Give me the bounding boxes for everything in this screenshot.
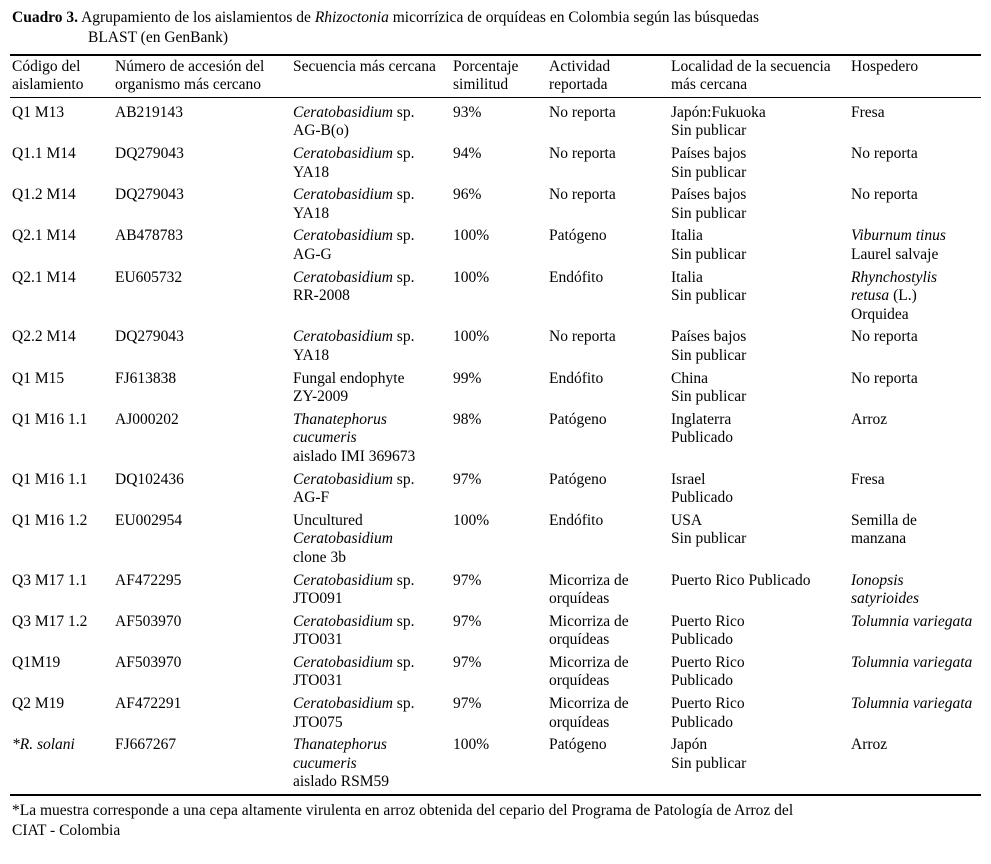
cell-secuencia <box>291 267 451 327</box>
localidad-main: Inglaterra <box>671 410 732 428</box>
cell-localidad <box>669 734 849 795</box>
actividad-main: Micorriza de <box>549 653 629 671</box>
hospedero-main: Fresa <box>851 103 885 121</box>
cell-secuencia <box>291 734 451 795</box>
cell-porcentaje: 100% <box>453 227 490 245</box>
actividad-main: Micorriza de <box>549 695 629 713</box>
footnote-line2: CIAT - Colombia <box>12 821 121 839</box>
cell-localidad <box>669 97 849 143</box>
cell-accesion: EU605732 <box>115 268 183 286</box>
caption-text-b: micorrízica de orquídeas en Colombia según las búsquedas <box>388 9 760 26</box>
cell-porcentaje: 100% <box>453 328 490 346</box>
cell-accesion: FJ613838 <box>115 369 177 387</box>
cell-secuencia <box>291 510 451 570</box>
footnote-line1: *La muestra corresponde a una cepa altamente virulenta en arroz obtenida del cepario del Programa de Patología de Arroz del <box>12 802 794 820</box>
cell-porcentaje: 99% <box>453 369 482 387</box>
table-row <box>10 326 981 367</box>
secuencia-rest: sp. <box>392 145 415 163</box>
secuencia-sub: YA18 <box>293 163 330 181</box>
secuencia-rest: sp. <box>392 612 415 630</box>
localidad-main: Puerto Rico <box>671 695 745 713</box>
hospedero-species: Tolumnia variegata <box>851 695 973 713</box>
secuencia-genus: Ceratobasidium <box>293 186 393 204</box>
hospedero-species: Ionopsis satyrioides <box>851 571 920 608</box>
secuencia-sub: AG-F <box>293 489 330 507</box>
cell-actividad <box>547 570 669 611</box>
table-row <box>10 570 981 611</box>
hospedero-sub: manzana <box>851 530 907 548</box>
cell-hospedero <box>849 734 981 795</box>
cell-porcentaje: 97% <box>453 695 482 713</box>
cell-codigo: Q1 M16 1.2 <box>12 511 88 529</box>
hospedero-species: Rhynchostylis retusa <box>851 268 938 305</box>
table-caption <box>10 8 981 48</box>
table-row <box>10 184 981 225</box>
hospedero-main: Arroz <box>851 736 888 754</box>
cell-porcentaje: 93% <box>453 103 482 121</box>
cell-secuencia <box>291 409 451 469</box>
secuencia-sub: ZY-2009 <box>293 388 349 406</box>
cell-secuencia <box>291 469 451 510</box>
cell-codigo: Q2 M19 <box>12 695 65 713</box>
col-header-hospedero: Hospedero <box>849 55 981 98</box>
table-row <box>10 611 981 652</box>
table-row <box>10 469 981 510</box>
localidad-main: Puerto Rico Publicado <box>671 571 811 589</box>
actividad-sub: orquídeas <box>549 590 610 608</box>
secuencia-rest: sp. <box>392 186 415 204</box>
localidad-main: Japón:Fukuoka <box>671 103 766 121</box>
secuencia-rest: sp. <box>392 328 415 346</box>
cell-porcentaje: 97% <box>453 612 482 630</box>
localidad-sub: Sin publicar <box>671 754 747 772</box>
cell-actividad: Endófito <box>549 369 604 387</box>
secuencia-genus: Ceratobasidium <box>293 103 393 121</box>
cell-localidad <box>669 570 849 611</box>
cell-codigo: Q1.2 M14 <box>12 186 76 204</box>
cell-codigo: Q1 M16 1.1 <box>12 410 88 428</box>
localidad-sub: Sin publicar <box>671 388 747 406</box>
cell-accesion: DQ279043 <box>115 186 184 204</box>
secuencia-sub: JTO075 <box>293 713 343 731</box>
secuencia-rest: sp. <box>392 103 415 121</box>
secuencia-sub: AG-G <box>293 246 332 263</box>
hospedero-sub: Orquidea <box>851 305 909 323</box>
localidad-sub: Publicado <box>671 672 733 690</box>
cell-accesion: AB219143 <box>115 103 184 121</box>
cell-secuencia <box>291 97 451 143</box>
cell-secuencia <box>291 326 451 367</box>
col-header-actividad: Actividad reportada <box>547 55 669 98</box>
cell-actividad: Patógeno <box>549 470 607 488</box>
cell-codigo: Q3 M17 1.2 <box>12 612 88 630</box>
cell-localidad <box>669 469 849 510</box>
hospedero-species: Tolumnia variegata <box>851 653 973 671</box>
secuencia-sub: clone 3b <box>293 548 346 566</box>
header-row <box>10 55 981 98</box>
cell-actividad: Endófito <box>549 268 604 286</box>
cell-codigo: Q1.1 M14 <box>12 145 76 163</box>
hospedero-species: Tolumnia variegata <box>851 612 973 630</box>
actividad-main: Micorriza de <box>549 612 629 630</box>
cell-hospedero <box>849 409 981 469</box>
cell-porcentaje: 97% <box>453 571 482 589</box>
cell-porcentaje: 100% <box>451 734 547 795</box>
secuencia-genus: Ceratobasidium <box>293 268 393 286</box>
cell-secuencia <box>291 225 451 266</box>
cell-actividad: Patógeno <box>547 734 669 795</box>
secuencia-genus: Ceratobasidium <box>293 470 393 488</box>
secuencia-sub: RR-2008 <box>293 287 350 305</box>
secuencia-rest: sp. <box>392 268 415 286</box>
secuencia-rest: sp. <box>392 470 415 488</box>
caption-text-a: Agrupamiento de los aislamientos de <box>78 9 315 26</box>
hospedero-main: Semilla de <box>851 511 917 529</box>
cell-localidad <box>669 184 849 225</box>
localidad-sub: Publicado <box>671 713 733 731</box>
localidad-sub: Sin publicar <box>671 287 747 305</box>
hospedero-main: No reporta <box>851 369 918 387</box>
cell-accesion: DQ279043 <box>115 145 184 163</box>
hospedero-main: No reporta <box>851 145 918 163</box>
localidad-sub: Publicado <box>671 429 733 447</box>
secuencia-rest: Fungal endophyte <box>293 369 405 387</box>
cell-codigo: Q1 M15 <box>12 369 65 387</box>
cell-hospedero <box>849 225 981 266</box>
cell-accesion: AF472295 <box>115 571 182 589</box>
results-table <box>10 54 981 796</box>
cell-porcentaje: 97% <box>453 653 482 671</box>
table-head <box>10 55 981 98</box>
cell-codigo: Q2.1 M14 <box>12 268 76 286</box>
cell-actividad: No reporta <box>549 145 616 163</box>
localidad-sub: Sin publicar <box>671 346 747 364</box>
cell-hospedero <box>849 570 981 611</box>
hospedero-main: Fresa <box>851 470 885 488</box>
cell-codigo: Q1M19 <box>12 653 61 671</box>
caption-label: Cuadro 3. <box>12 9 79 26</box>
cell-hospedero <box>849 469 981 510</box>
caption-line2: BLAST (en GenBank) <box>88 28 229 46</box>
actividad-sub: orquídeas <box>549 631 610 649</box>
localidad-sub: Sin publicar <box>671 122 747 140</box>
secuencia-sub: JTO031 <box>293 672 343 690</box>
cell-codigo <box>10 734 113 795</box>
secuencia-sub: YA18 <box>293 204 330 222</box>
cell-actividad: Endófito <box>549 511 604 529</box>
cell-porcentaje: 97% <box>453 470 482 488</box>
cell-secuencia <box>291 570 451 611</box>
cell-localidad <box>669 143 849 184</box>
secuencia-genus: Ceratobasidium <box>293 571 393 589</box>
secuencia-rest: sp. <box>392 695 415 713</box>
cell-hospedero <box>849 184 981 225</box>
cell-hospedero <box>849 267 981 327</box>
hospedero-sub: Laurel salvaje <box>851 246 939 263</box>
secuencia-rest: sp. <box>392 653 415 671</box>
secuencia-genus: Ceratobasidium <box>293 695 393 713</box>
localidad-main: USA <box>671 511 703 529</box>
secuencia-sub: aislado RSM59 <box>293 773 390 791</box>
cell-hospedero <box>849 652 981 693</box>
localidad-main: Países bajos <box>671 186 747 204</box>
actividad-main: Micorriza de <box>549 571 629 589</box>
secuencia-genus: Ceratobasidium <box>293 227 393 245</box>
cell-localidad <box>669 611 849 652</box>
table-row <box>10 267 981 327</box>
localidad-sub: Sin publicar <box>671 246 747 263</box>
cell-hospedero <box>849 326 981 367</box>
caption-italic-genus: Rhizoctonia <box>314 9 389 26</box>
cell-actividad: No reporta <box>549 328 616 346</box>
cell-localidad <box>669 225 849 266</box>
table-row <box>10 368 981 409</box>
cell-secuencia <box>291 611 451 652</box>
col-header-codigo: Código del aislamiento <box>10 55 113 98</box>
localidad-main: Italia <box>671 227 703 245</box>
localidad-sub: Publicado <box>671 489 733 507</box>
secuencia-sub: JTO091 <box>293 590 343 608</box>
hospedero-main: No reporta <box>851 328 918 346</box>
cell-secuencia <box>291 184 451 225</box>
col-header-localidad: Localidad de la secuencia más cercana <box>669 55 849 98</box>
cell-localidad <box>669 409 849 469</box>
table-row <box>10 225 981 266</box>
cell-codigo: Q3 M17 1.1 <box>12 571 88 589</box>
cell-hospedero <box>849 510 981 570</box>
localidad-sub: Sin publicar <box>671 204 747 222</box>
hospedero-main: No reporta <box>851 186 918 204</box>
cell-codigo: Q1 M16 1.1 <box>12 470 88 488</box>
cell-hospedero <box>849 693 981 734</box>
localidad-main: Italia <box>671 268 703 286</box>
cell-porcentaje: 100% <box>453 268 490 286</box>
secuencia-genus: Thanatephorus cucumeris <box>293 410 387 447</box>
cell-accesion: AJ000202 <box>115 410 179 428</box>
table-row <box>10 652 981 693</box>
cell-porcentaje: 96% <box>453 186 482 204</box>
hospedero-rest: (L.) <box>889 287 917 305</box>
localidad-sub: Publicado <box>671 631 733 649</box>
localidad-main: Israel <box>671 470 706 488</box>
secuencia-sub: JTO031 <box>293 631 343 649</box>
col-header-porcentaje: Porcentaje similitud <box>451 55 547 98</box>
secuencia-sub: YA18 <box>293 346 330 364</box>
cell-actividad: Patógeno <box>549 410 607 428</box>
cell-hospedero <box>849 611 981 652</box>
table-row <box>10 693 981 734</box>
secuencia-pre: Uncultured <box>293 511 363 529</box>
cell-localidad <box>669 693 849 734</box>
cell-actividad <box>547 611 669 652</box>
cell-codigo: Q2.1 M14 <box>12 227 76 245</box>
col-header-secuencia: Secuencia más cercana <box>291 55 451 98</box>
cell-accesion: EU002954 <box>115 511 183 529</box>
localidad-sub: Sin publicar <box>671 163 747 181</box>
cell-secuencia <box>291 693 451 734</box>
table-body <box>10 97 981 795</box>
cell-porcentaje: 94% <box>453 145 482 163</box>
cell-accesion: DQ279043 <box>115 328 184 346</box>
cell-localidad <box>669 510 849 570</box>
cell-actividad: No reporta <box>549 186 616 204</box>
cell-secuencia <box>291 143 451 184</box>
actividad-sub: orquídeas <box>549 713 610 731</box>
cell-localidad <box>669 326 849 367</box>
cell-accesion: FJ667267 <box>113 734 291 795</box>
secuencia-genus: Ceratobasidium <box>293 328 393 346</box>
secuencia-sub: aislado IMI 369673 <box>293 447 416 465</box>
cell-actividad: Patógeno <box>549 227 607 245</box>
cell-actividad <box>547 693 669 734</box>
cell-localidad <box>669 368 849 409</box>
localidad-main: Puerto Rico <box>671 612 745 630</box>
localidad-sub: Sin publicar <box>671 530 747 548</box>
table-row <box>10 409 981 469</box>
secuencia-genus: Ceratobasidium <box>293 530 393 548</box>
actividad-sub: orquídeas <box>549 672 610 690</box>
cell-secuencia <box>291 652 451 693</box>
codigo-species: *R. solani <box>12 736 75 754</box>
secuencia-genus: Ceratobasidium <box>293 145 393 163</box>
cell-hospedero <box>849 143 981 184</box>
cell-accesion: AB478783 <box>115 227 184 245</box>
table-footnote <box>10 801 981 840</box>
cell-localidad <box>669 267 849 327</box>
secuencia-genus: Ceratobasidium <box>293 653 393 671</box>
localidad-main: Puerto Rico <box>671 653 745 671</box>
table-row <box>10 143 981 184</box>
secuencia-genus: Ceratobasidium <box>293 612 393 630</box>
secuencia-rest: sp. <box>392 571 415 589</box>
cell-actividad: No reporta <box>549 103 616 121</box>
localidad-main: Países bajos <box>671 145 747 163</box>
localidad-main: China <box>671 369 709 387</box>
cell-hospedero <box>849 97 981 143</box>
cell-accesion: AF472291 <box>115 695 182 713</box>
cell-accesion: DQ102436 <box>115 470 184 488</box>
cell-actividad <box>547 652 669 693</box>
table-row <box>10 734 981 795</box>
table-row <box>10 510 981 570</box>
col-header-accesion: Número de accesión del organismo más cercano <box>113 55 291 98</box>
secuencia-rest: sp. <box>392 227 415 245</box>
cell-accesion: AF503970 <box>115 653 182 671</box>
cell-localidad <box>669 652 849 693</box>
table-row <box>10 97 981 143</box>
localidad-main: Países bajos <box>671 328 747 346</box>
secuencia-sub: AG-B(o) <box>293 122 349 140</box>
cell-hospedero <box>849 368 981 409</box>
cell-porcentaje: 98% <box>453 410 482 428</box>
cell-codigo: Q1 M13 <box>12 103 65 121</box>
secuencia-genus: Thanatephorus cucumeris <box>293 736 387 772</box>
hospedero-main: Arroz <box>851 410 888 428</box>
cell-porcentaje: 100% <box>453 511 490 529</box>
cell-secuencia <box>291 368 451 409</box>
localidad-main: Japón <box>671 736 708 754</box>
hospedero-species: Viburnum tinus <box>851 227 946 245</box>
cell-codigo: Q2.2 M14 <box>12 328 76 346</box>
cell-accesion: AF503970 <box>115 612 182 630</box>
